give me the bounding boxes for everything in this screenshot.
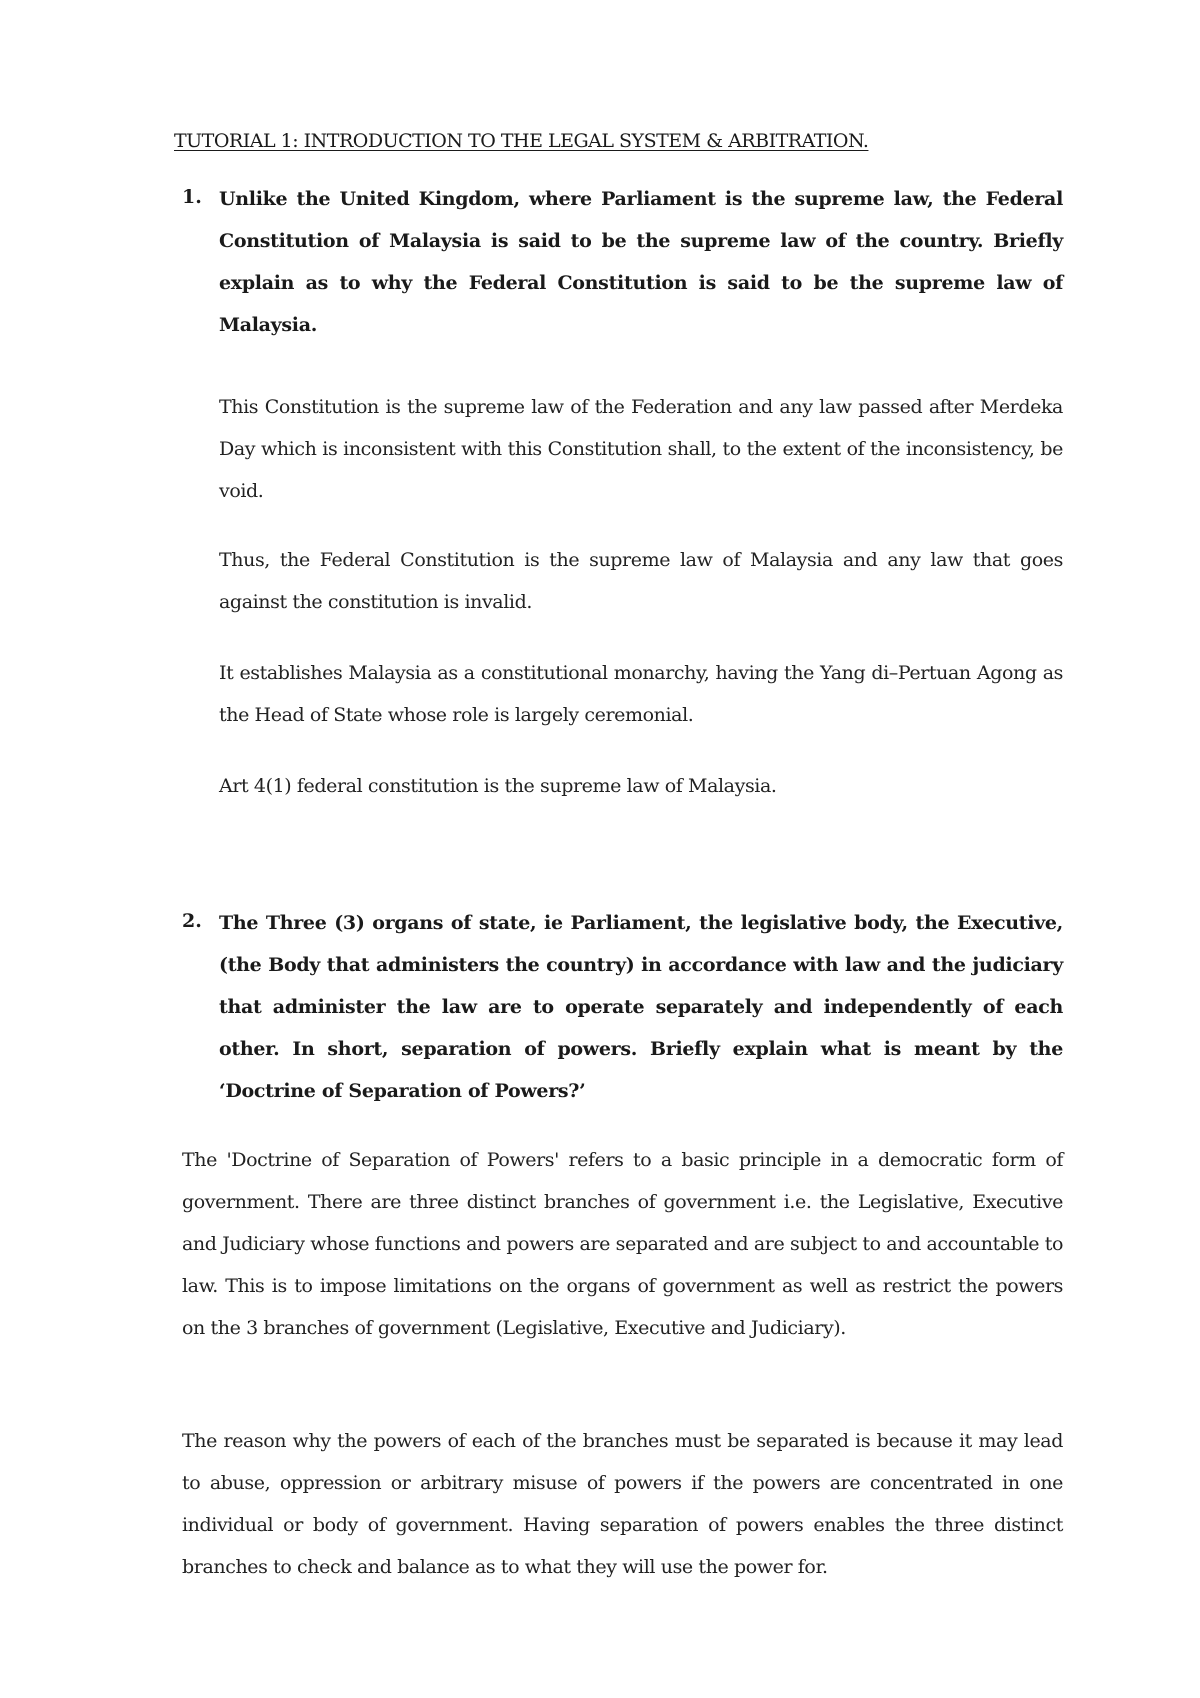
- question-2-answer-2: The reason why the powers of each of the branches must be separated is because it may lead to abuse, oppression or arbitrary misuse of powers if the powers are concentrated in one individual or body of government. Having separation of powers enables the three distinct branches to check and balance as to what they will use the power for.: [182, 1430, 1063, 1578]
- question-1-answer-4: Art 4(1) federal constitution is the supreme law of Malaysia.: [219, 775, 777, 797]
- question-1-answer-2: Thus, the Federal Constitution is the supreme law of Malaysia and any law that goes against the constitution is invalid.: [219, 549, 1063, 613]
- question-1-text: Unlike the United Kingdom, where Parliament is the supreme law, the Federal Constitution of Malaysia is said to be the supreme law of the country. Briefly explain as to why the Federal Constitution is said to be the supreme law of Malaysia.: [219, 188, 1063, 336]
- document-title: TUTORIAL 1: INTRODUCTION TO THE LEGAL SYSTEM & ARBITRATION.: [174, 130, 869, 152]
- question-2-number: 2.: [182, 910, 202, 932]
- question-2-text: The Three (3) organs of state, ie Parliament, the legislative body, the Executive, (the Body that administers the country) in accordance with law and the judiciary that administer the law are to operate separately and independently of each other. In short, separation of powers. Briefly explain what is meant by the ‘Doctrine of Separation of Powers?’: [219, 912, 1063, 1102]
- question-1-answer-1: This Constitution is the supreme law of the Federation and any law passed after Merdeka Day which is inconsistent with this Constitution shall, to the extent of the inconsistency, be void.: [219, 396, 1063, 502]
- question-1-number: 1.: [182, 186, 202, 208]
- question-1-answer-3: It establishes Malaysia as a constitutional monarchy, having the Yang di–Pertuan Agong as the Head of State whose role is largely ceremonial.: [219, 662, 1063, 726]
- question-2-answer-1: The 'Doctrine of Separation of Powers' refers to a basic principle in a democratic form of government. There are three distinct branches of government i.e. the Legislative, Executive and Judiciary whose functions and powers are separated and are subject to and accountable to law. This is to impose limitations on the organs of government as well as restrict the powers on the 3 branches of government (Legislative, Executive and Judiciary).: [182, 1149, 1063, 1339]
